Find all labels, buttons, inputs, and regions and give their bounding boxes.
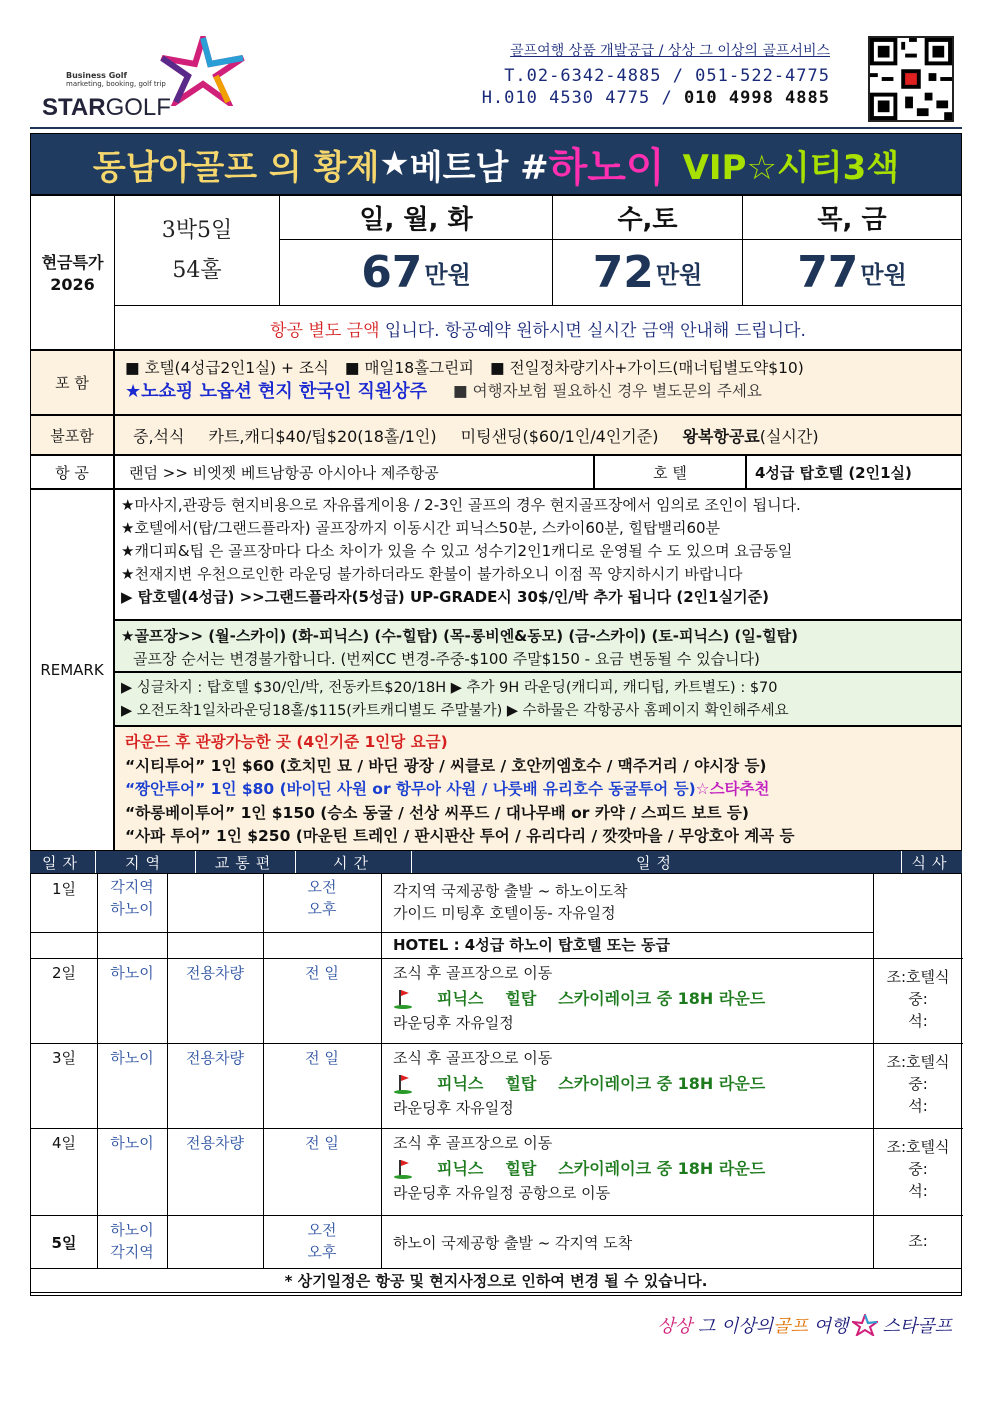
price-amount: 67: [361, 247, 423, 298]
tour-item: “짱안투어” 1인 $80 (바이딘 사원 or 항무아 사원 / 나룻배 유리호수 동굴투어 등)☆스타추천: [125, 780, 770, 798]
day-2-transport: 전용차량: [186, 964, 244, 982]
day-3-time: 전 일: [305, 1049, 339, 1067]
tour-title: 라운드 후 관광가능한 곳 (4인기준 1인당 요금): [125, 733, 448, 751]
day-1: 1일: [51, 880, 77, 898]
remark-line: ★호텔에서(탑/그랜드플라자) 골프장까지 이동시간 피닉스50분, 스카이60분, 힐탑밸리60분: [121, 519, 721, 537]
include-body: [114, 350, 962, 415]
header-schedule: 일정: [412, 851, 902, 873]
exclude-item: 카트,캐디$40/팁$20(18홀/1인): [208, 426, 437, 446]
air-label: 항 공: [30, 455, 114, 489]
day-2-region: 하노이: [110, 964, 154, 982]
price-days: 일, 월, 화: [280, 196, 552, 240]
page-title: [30, 133, 962, 195]
golf-flag-icon: [393, 989, 415, 1009]
itinerary-header: [30, 851, 962, 873]
include-item: ■ 전일정차량기사+가이드(매너팁별도약$10): [490, 359, 804, 377]
day-5-time: 오전 오후: [307, 1221, 337, 1261]
header-transport: 교통편: [196, 851, 296, 873]
title-vip: VIP☆시티3색: [682, 147, 900, 188]
price-unit: 만원: [860, 261, 907, 289]
exclude-label: 불포함: [30, 415, 114, 455]
price-amount: 72: [592, 247, 654, 298]
price-label: 현금특가 2026: [31, 196, 115, 351]
remark-label: REMARK: [30, 489, 114, 851]
duration-cell: [115, 196, 280, 306]
star-logo-icon: [852, 1314, 878, 1336]
header: [30, 30, 962, 128]
mobile-line[interactable]: H.010 4530 4775 / 010 4998 4885: [481, 88, 830, 108]
price-days: 수,토: [553, 196, 742, 240]
golf-schedule-note: 골프장 순서는 변경불가합니다. (번찌CC 변경-주중-$100 주말$150 - 요금 변동될 수 있습니다): [133, 650, 760, 668]
day-2: 2일: [51, 964, 77, 982]
logo-tagline: Business Golf marketing, booking, golf trip: [66, 71, 166, 88]
header-divider: [30, 127, 962, 129]
tour-item: “시티투어” 1인 $60 (호치민 묘 / 바딘 광장 / 씨클로 / 호안끼엠호수 / 맥주거리 / 야시장 등): [125, 756, 767, 775]
include-highlight: ★노쇼핑 노옵션 현지 한국인 직원상주: [125, 381, 428, 402]
price-column-3: [743, 196, 961, 306]
day-3: 3일: [51, 1049, 77, 1067]
remark-line: ▶ 싱글차지 : 탑호텔 $30/인/박, 전동카트$20/18H ▶ 추가 9H 라운딩(캐디피, 캐디팁, 카트별도) : $70: [121, 680, 778, 696]
remark-block-tours: [114, 726, 962, 851]
include-item: ■ 여행자보험 필요하신 경우 별도문의 주세요: [453, 382, 762, 400]
air-price-note: 항공 별도 금액 입니다. 항공예약 원하시면 실시간 금액 안내해 드립니다.: [270, 321, 806, 341]
hotel-row: HOTEL : 4성급 하노이 탑호텔 또는 동급: [393, 936, 670, 954]
day-1-schedule: 각지역 국제공항 출발 ~ 하노이도착 가이드 미팅후 호텔이동- 자유일정: [393, 882, 628, 922]
header-meal: 식사: [911, 853, 953, 872]
day-4-region: 하노이: [110, 1134, 154, 1152]
day-4-meals: 조:호텔식 중: 석:: [886, 1138, 950, 1200]
day-1-region: 각지역 하노이: [110, 878, 154, 918]
qr-code[interactable]: [868, 36, 954, 122]
day-2-schedule: 조식 후 골프장으로 이동 피닉스 힐탑 스카이레이크 중 18H 라운드 라운딩후 자유일정: [393, 964, 766, 1032]
qr-code-icon: [870, 38, 952, 120]
remark-line: ★캐디피&팁 은 골프장마다 다소 차이가 있을 수 있고 성수기2인1캐디로 운영될 수 도 있으며 요금동일: [121, 542, 793, 560]
price-amount: 77: [797, 247, 859, 298]
day-1-time: 오전 오후: [307, 878, 337, 918]
title-part2: 베트남 #: [409, 147, 549, 188]
day-3-schedule: 조식 후 골프장으로 이동 피닉스 힐탑 스카이레이크 중 18H 라운드 라운딩후 자유일정: [393, 1049, 766, 1117]
title-star-icon: ★: [379, 144, 410, 184]
header-region: 지역: [96, 851, 196, 873]
day-5-schedule: 하노이 국제공항 출발 ~ 각지역 도착: [393, 1234, 633, 1252]
holes: 54홀: [172, 257, 222, 283]
title-part1: 동남아골프 의 황제: [92, 147, 380, 188]
day-5: 5일: [51, 1234, 77, 1252]
golf-schedule: ★골프장>> (월-스카이) (화-피닉스) (수-힐탑) (목-롱비엔&동모) (금-스카이) (토-피닉스) (일-힐탑): [121, 627, 798, 645]
duration: 3박5일: [161, 217, 233, 243]
day-5-meals: 조:: [908, 1232, 928, 1250]
day-2-meals: 조:호텔식 중: 석:: [886, 968, 950, 1030]
remark-block-1: [114, 489, 962, 620]
hotel-label: 호 텔: [594, 455, 746, 489]
contact-info: [482, 40, 830, 108]
itinerary-footer-note: * 상기일정은 항공 및 현지사정으로 인하여 변경 될 수 있습니다.: [30, 1268, 962, 1293]
include-item: ■ 매일18홀그린피: [344, 359, 475, 377]
price-column-1: [280, 196, 553, 306]
itinerary-table: [30, 873, 962, 1296]
day-5-region: 하노이 각지역: [110, 1221, 154, 1261]
day-4-schedule: 조식 후 골프장으로 이동 피닉스 힐탑 스카이레이크 중 18H 라운드 라운딩후 자유일정 공항으로 이동: [393, 1134, 766, 1202]
day-3-meals: 조:호텔식 중: 석:: [886, 1053, 950, 1115]
tour-item: “하롱베이투어” 1인 $150 (승소 동굴 / 선상 씨푸드 / 대나무배 or 카약 / 스피드 보트 등): [125, 803, 749, 822]
remark-line: ★천재지변 우천으로인한 라운딩 불가하더라도 환불이 불가하오니 이점 꼭 양지하시기 바랍니다: [121, 565, 743, 583]
remark-upgrade: ▶ 탑호텔(4성급) >>그랜드플라자(5성급) UP-GRADE시 30$/인/박 추가 됩니다 (2인1실기준): [121, 588, 769, 606]
price-unit: 만원: [655, 261, 703, 289]
header-day: 일자: [30, 851, 96, 873]
exclude-item: 왕복항공료(실시간): [682, 426, 819, 446]
exclude-body: [114, 415, 962, 455]
exclude-item: 미팅샌딩($60/1인/4인기준): [460, 426, 659, 446]
day-4: 4일: [51, 1134, 77, 1152]
header-time: 시간: [296, 851, 412, 873]
price-table: [30, 195, 962, 350]
star-logo-icon: [158, 36, 248, 106]
day-3-region: 하노이: [110, 1049, 154, 1067]
hotel-value: 4성급 탑호텔 (2인1실): [746, 455, 962, 489]
slogan: 골프여행 상품 개발공급 / 상상 그 이상의 골프서비스: [510, 43, 830, 59]
stargolf-logo[interactable]: [38, 36, 248, 122]
price-days: 목, 금: [743, 196, 961, 240]
remark-line: ★마사지,관광등 현지비용으로 자유롭게이용 / 2-3인 골프의 경우 현지골프장에서 임의로 조인이 됩니다.: [121, 496, 801, 514]
day-2-time: 전 일: [305, 964, 339, 982]
brand-signature: 상상 그 이상의 골프 여행 스타골프: [657, 1316, 952, 1337]
exclude-item: 중,석식: [133, 426, 185, 446]
tour-item: “사파 투어” 1인 $250 (마운틴 트레인 / 판시판산 투어 / 유리다리 / 깟깟마을 / 무앙호아 계곡 등: [125, 827, 795, 845]
day-4-time: 전 일: [305, 1134, 339, 1152]
golf-flag-icon: [393, 1159, 415, 1179]
air-body: 랜덤 >> 비엣젯 베트남항공 아시아나 제주항공: [114, 455, 594, 489]
include-item: ■ 호텔(4성급2인1실) + 조식: [125, 359, 329, 377]
day-3-transport: 전용차량: [186, 1049, 244, 1067]
title-hanoi: 하노이: [548, 144, 665, 191]
day-4-transport: 전용차량: [186, 1134, 244, 1152]
price-unit: 만원: [424, 261, 471, 289]
logo-wordmark: STARGOLF: [42, 94, 171, 121]
remark-block-charges: [114, 672, 962, 726]
price-column-2: [553, 196, 743, 306]
remark-line: ▶ 오전도착1일차라운딩18홀/$115(카트캐디별도 주말불가) ▶ 수하물은 각항공사 홈페이지 확인해주세요: [121, 703, 789, 719]
golf-flag-icon: [393, 1074, 415, 1094]
include-label: 포 함: [30, 350, 114, 415]
remark-block-golf: [114, 620, 962, 672]
phone-line[interactable]: T.02-6342-4885 / 051-522-4775: [504, 66, 830, 86]
